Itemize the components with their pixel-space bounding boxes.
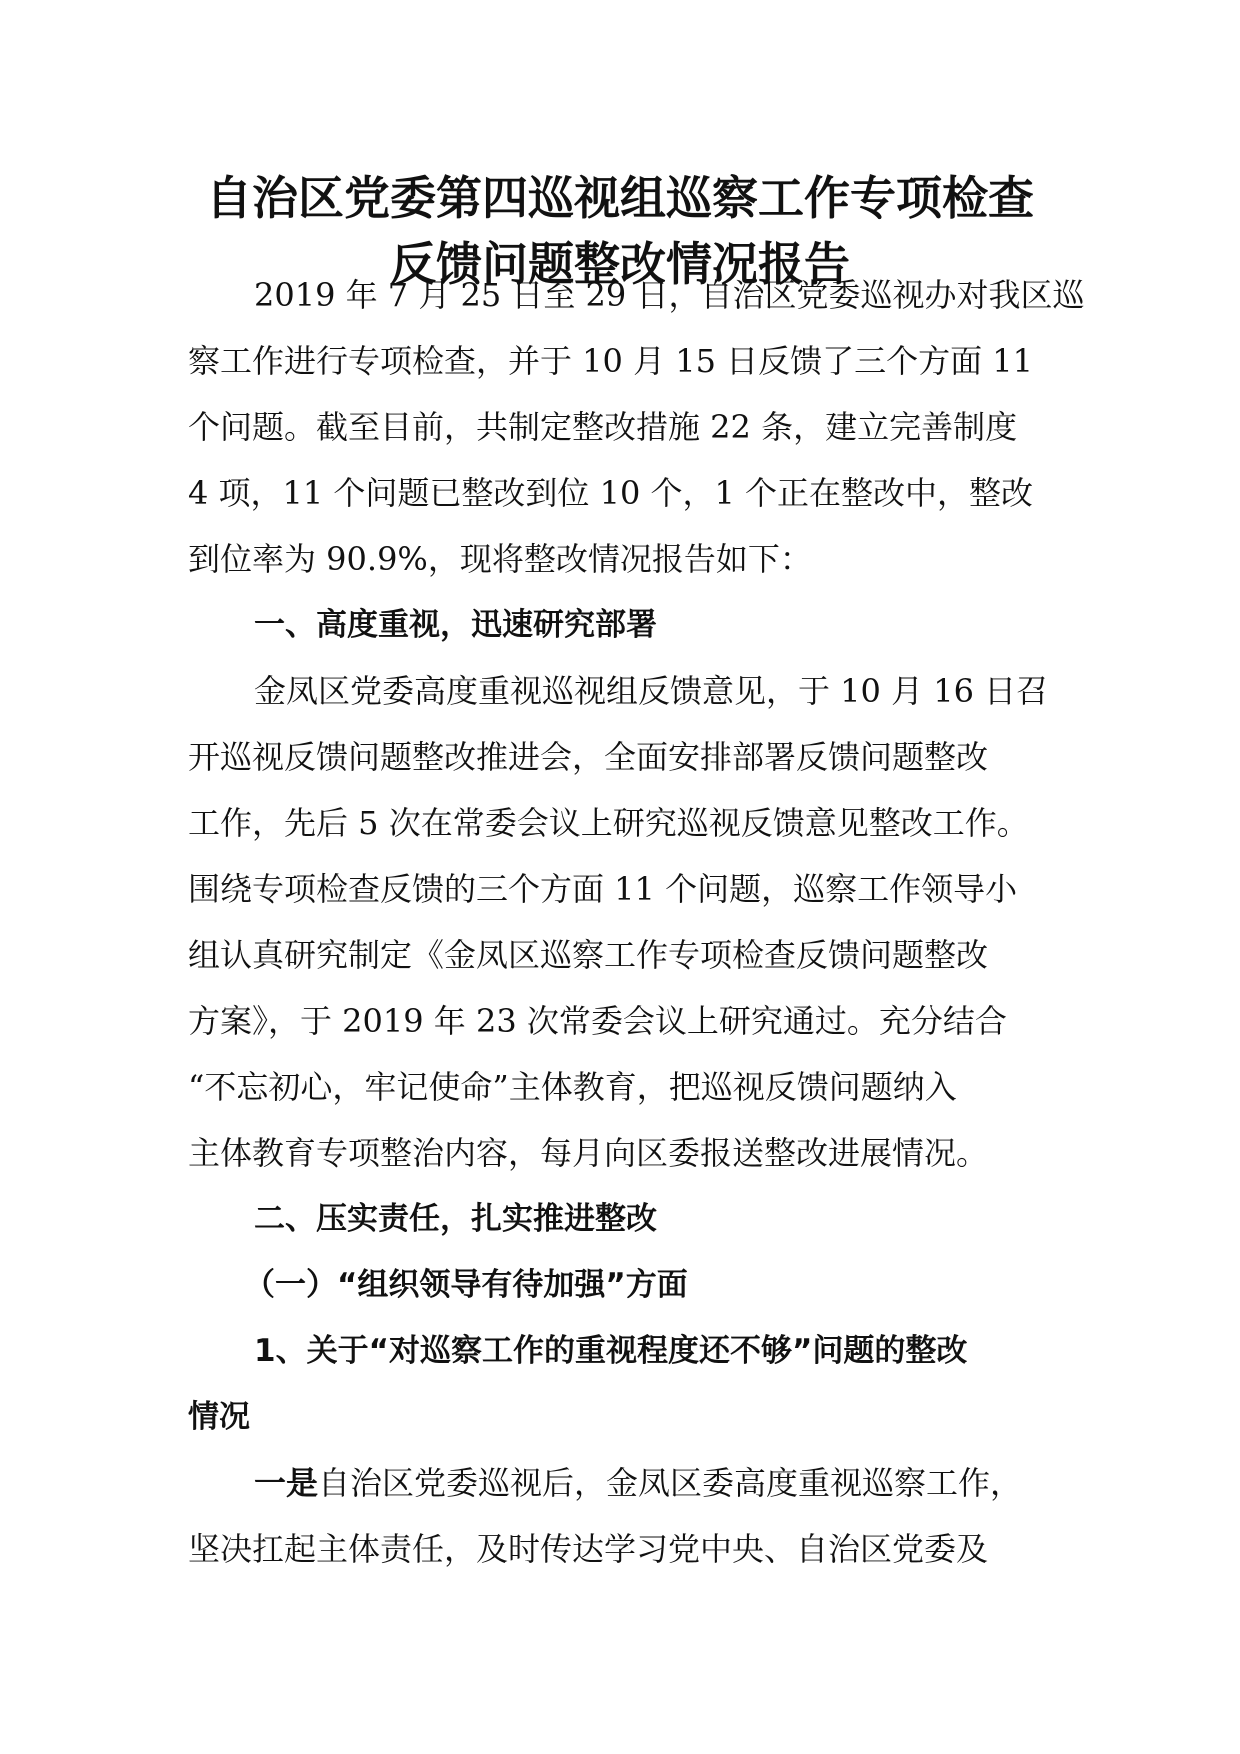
intro-line: 个问题。截至目前，共制定整改措施 22 条，建立完善制度 — [188, 408, 1018, 446]
section-1-line: 金凤区党委高度重视巡视组反馈意见，于 10 月 16 日召 — [254, 672, 1049, 710]
document-title-line-1: 自治区党委第四巡视组巡察工作专项检查 — [206, 171, 1034, 225]
intro-line: 察工作进行专项检查，并于 10 月 15 日反馈了三个方面 11 — [188, 342, 1034, 380]
intro-line: 4 项，11 个问题已整改到位 10 个，1 个正在整改中，整改 — [188, 474, 1034, 512]
section-1-line: 主体教育专项整治内容，每月向区委报送整改进展情况。 — [188, 1134, 989, 1172]
item-1-text: 自治区党委巡视后，金凤区委高度重视巡察工作， — [318, 1464, 1023, 1502]
section-2-heading: 二、压实责任，扎实推进整改 — [254, 1201, 657, 1237]
section-1-line: 围绕专项检查反馈的三个方面 11 个问题，巡察工作领导小 — [188, 870, 1018, 908]
intro-line: 到位率为 90.9%，现将整改情况报告如下： — [188, 540, 812, 578]
section-1-line: 工作，先后 5 次在常委会议上研究巡视反馈意见整改工作。 — [188, 804, 1029, 842]
document-title-line-2: 反馈问题整改情况报告 — [390, 237, 850, 291]
item-1-lead: 一是 — [254, 1464, 319, 1502]
item-1-heading-line-2: 情况 — [188, 1399, 250, 1435]
section-1-line: 开巡视反馈问题整改推进会，全面安排部署反馈问题整改 — [188, 738, 989, 776]
section-2-subheading: （一）“组织领导有待加强”方面 — [244, 1267, 688, 1303]
section-1-line: 组认真研究制定《金凤区巡察工作专项检查反馈问题整改 — [188, 936, 989, 974]
section-1-line: 方案》，于 2019 年 23 次常委会议上研究通过。充分结合 — [188, 1002, 1007, 1040]
section-1-heading: 一、高度重视，迅速研究部署 — [254, 607, 657, 643]
section-1-line: “不忘初心，牢记使命”主体教育，把巡视反馈问题纳入 — [188, 1068, 957, 1106]
document-body — [188, 262, 1085, 1582]
intro-line: 2019 年 7 月 25 日至 29 日，自治区党委巡视办对我区巡 — [254, 276, 1085, 314]
item-1-text-line-1 — [188, 1450, 1054, 1516]
item-1-text-line-2: 坚决扛起主体责任，及时传达学习党中央、自治区党委及 — [188, 1530, 989, 1568]
item-1-heading-line-1: 1、关于“对巡察工作的重视程度还不够”问题的整改 — [254, 1333, 968, 1369]
